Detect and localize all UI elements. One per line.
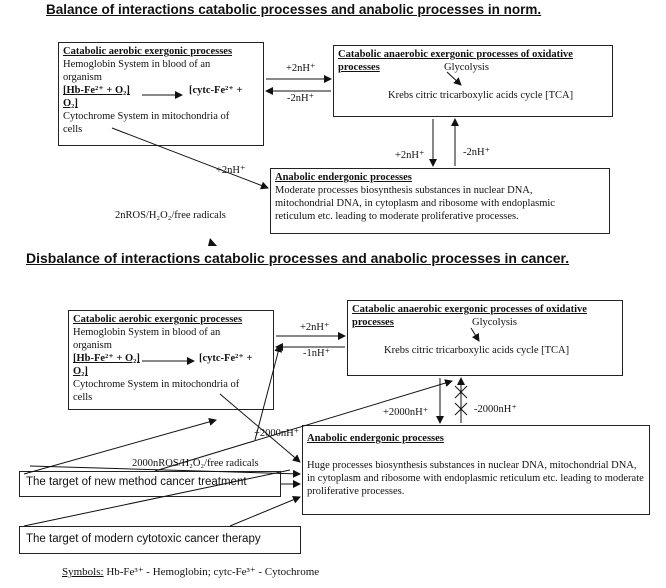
norm-anabolic-l1: Moderate processes biosynthesis substances in nuclear DNA,	[275, 185, 533, 196]
cancer-glycolysis: Glycolysis	[472, 317, 517, 328]
symbols-text: Hb-Fe³⁺ - Hemoglobin; cytc-Fe³⁺ - Cytochrome	[103, 566, 320, 578]
symbols-label: Symbols:	[62, 566, 104, 578]
norm-label-ros: 2nROS/H₂O₂/free radicals	[115, 210, 226, 221]
cancer-eq-cont: O₂]	[73, 366, 88, 377]
cancer-aerobic-l4: cells	[73, 392, 93, 403]
cancer-anabolic-head: Anabolic endergonic processes	[307, 433, 444, 444]
cancer-arrow-glycolysis-down	[471, 328, 479, 341]
norm-anaerobic-head1: Catabolic anaerobic exergonic processes of oxidative	[338, 49, 573, 60]
norm-label-minus-up: -2nH⁺	[463, 147, 491, 158]
cancer-aerobic-l3: Cytochrome System in mitochondria of	[73, 379, 240, 390]
title-norm: Balance of interactions catabolic processes and anabolic processes in norm.	[46, 2, 542, 17]
cancer-label-ros: 2000nROS/H₂O₂/free radicals	[132, 458, 259, 469]
cancer-krebs: Krebs citric tricarboxylic acids cycle [TCA]	[384, 345, 570, 356]
cancer-arrow-diag-up	[255, 345, 280, 440]
norm-aerobic-l3: Cytochrome System in mitochondria of	[63, 111, 230, 122]
cancer-aerobic-head: Catabolic aerobic exergonic processes	[73, 314, 243, 325]
norm-eq-right: [cytc-Fe²⁺ +	[189, 85, 243, 96]
norm-eq-cont: O₂]	[63, 98, 78, 109]
cancer-eq-left: [Hb-Fe²⁺ + O₂]	[73, 353, 140, 364]
cancer-label-minus-top: -1nH⁺	[303, 348, 331, 359]
norm-aerobic-l2: organism	[63, 72, 102, 83]
norm-arrow-diag-to-anabolic	[112, 128, 268, 188]
norm-anabolic-l2: mitochondrial DNA, in cytoplasm and ribosome with endoplasmic	[275, 198, 555, 209]
cancer-label-minus-up: -2000nH⁺	[474, 404, 517, 415]
norm-label-minus-top: -2nH⁺	[287, 93, 315, 104]
norm-arrow-glycolysis-down	[447, 72, 461, 85]
cancer-eq-right: [cytc-Fe²⁺ +	[199, 353, 253, 364]
target-new-method-box: The target of new method cancer treatment	[19, 471, 281, 497]
cancer-arrow-target-new-up	[155, 381, 452, 471]
cancer-anabolic-l1: Huge processes biosynthesis substances in nuclear DNA, mitochondrial DNA,	[307, 460, 637, 471]
cancer-arrow-ros-up	[24, 420, 216, 474]
cancer-arrow-ros-to-anabolic	[30, 466, 300, 474]
cancer-arrow-diag-to-anabolic	[220, 394, 300, 462]
norm-anabolic-l3: reticulum etc. leading to moderate proliferative processes.	[275, 211, 519, 222]
target-modern-therapy-box: The target of modern cytotoxic cancer therapy	[19, 526, 301, 554]
norm-eq-left: [Hb-Fe²⁺ + O₂]	[63, 85, 130, 96]
norm-aerobic-head: Catabolic aerobic exergonic processes	[63, 46, 233, 57]
cancer-anabolic-l2: in cytoplasm and ribosome with endoplasmic reticulum etc. leading to moderate	[307, 473, 644, 484]
cancer-label-plus-diag: +2000nH⁺	[254, 428, 300, 439]
cancer-anaerobic-head2: processes	[352, 317, 394, 328]
cancer-arrow-modern-to-anabolic	[230, 497, 300, 526]
cancer-aerobic-l1: Hemoglobin System in blood of an	[73, 327, 221, 338]
norm-label-plus-diag: +2nH⁺	[216, 165, 246, 176]
cancer-label-plus-top: +2nH⁺	[300, 322, 330, 333]
norm-anaerobic-head2: processes	[338, 62, 380, 73]
norm-aerobic-l4: cells	[63, 124, 83, 135]
cancer-aerobic-l2: organism	[73, 340, 112, 351]
norm-label-plus-down: +2nH⁺	[395, 150, 425, 161]
norm-label-plus-top: +2nH⁺	[286, 63, 316, 74]
cancer-label-plus-down: +2000nH⁺	[383, 407, 429, 418]
norm-glycolysis: Glycolysis	[444, 62, 489, 73]
title-cancer: Disbalance of interactions catabolic processes and anabolic processes in cancer.	[26, 250, 570, 266]
stray-arrowhead-mark	[208, 238, 217, 246]
norm-krebs: Krebs citric tricarboxylic acids cycle [TCA]	[388, 90, 574, 101]
cancer-anaerobic-head1: Catabolic anaerobic exergonic processes of oxidative	[352, 304, 587, 315]
norm-aerobic-l1: Hemoglobin System in blood of an	[63, 59, 211, 70]
norm-anabolic-head: Anabolic endergonic processes	[275, 172, 412, 183]
cancer-anabolic-l3: proliferative processes.	[307, 486, 405, 497]
